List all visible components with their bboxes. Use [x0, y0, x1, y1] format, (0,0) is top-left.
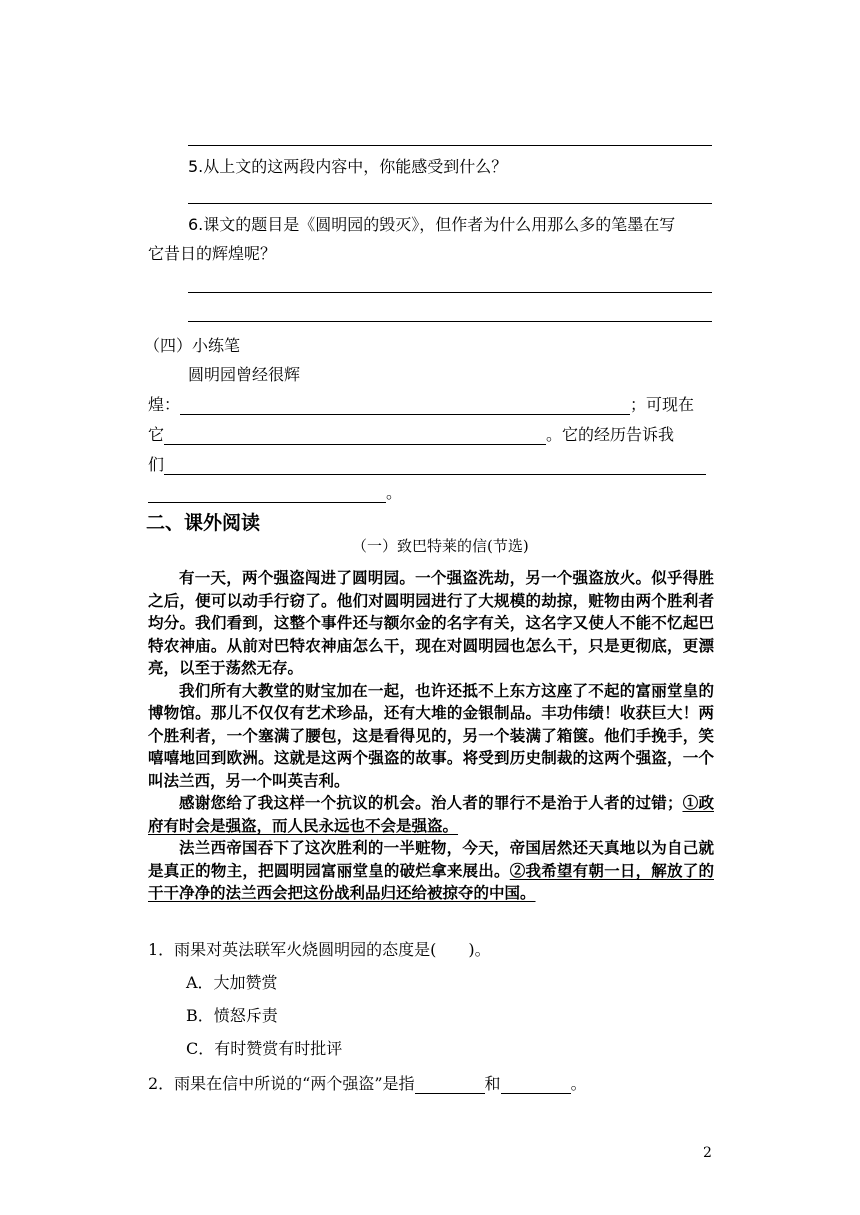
question-2-suffix: 。	[570, 1074, 587, 1093]
question-6-line1: 6.课文的题目是《圆明园的毁灭》，但作者为什么用那么多的笔墨在写	[188, 215, 676, 234]
underlined-sentence-1: ①政府有时会是强盗，而人民永远也不会是强盗。	[148, 793, 714, 835]
question-1: 1．雨果对英法联军火烧圆明园的态度是( )。	[148, 940, 491, 959]
question-2-mid: 和	[484, 1074, 501, 1093]
question-6-line2: 它昔日的辉煌呢？	[148, 244, 277, 263]
practice-seg3-prefix: 们	[148, 455, 165, 474]
reading-passage	[148, 567, 714, 905]
question-1-option-a: A．大加赞赏	[186, 973, 278, 992]
fill-blank[interactable]	[180, 396, 630, 415]
answer-line	[188, 321, 712, 322]
passage-paragraph-3	[148, 792, 714, 837]
practice-line-3	[148, 455, 706, 475]
page-number: 2	[703, 1145, 712, 1161]
passage-p4-text: 法兰西帝国吞下了这次胜利的一半赃物，今天，帝国居然还天真地以为自己就是真正的物主，把圆明园富丽堂皇的破烂拿来展出。	[148, 838, 714, 880]
passage-p3-text: 感谢您给了我这样一个抗议的机会。治人者的罪行不是治于人者的过错；	[179, 793, 683, 812]
question-1-option-c: C．有时赞赏有时批评	[186, 1039, 343, 1058]
answer-line	[188, 145, 712, 146]
passage-paragraph-1: 有一天，两个强盗闯进了圆明园。一个强盗洗劫，另一个强盗放火。似乎得胜之后，便可以动手行窃了。他们对圆明园进行了大规模的劫掠，赃物由两个胜利者均分。我们看到，这整个事件还与额尔金的名字有关，这名字又使人不能不忆起巴特农神庙。从前对巴特农神庙怎么干，现在对圆明园也怎么干，只是更彻底，更漂亮，以至于荡然无存。	[148, 568, 714, 677]
section-2-title: 二、课外阅读	[146, 512, 261, 534]
fill-blank[interactable]	[501, 1075, 571, 1094]
question-2-prefix: 2．雨果在信中所说的“两个强盗”是指	[148, 1074, 415, 1093]
question-2	[148, 1074, 587, 1094]
fill-blank[interactable]	[164, 456, 706, 475]
fill-blank[interactable]	[415, 1075, 485, 1094]
answer-line	[188, 292, 712, 293]
answer-line	[188, 203, 712, 204]
practice-line-4	[148, 483, 402, 503]
passage-paragraph-2: 我们所有大教堂的财宝加在一起，也许还抵不上东方这座了不起的富丽堂皇的博物馆。那儿不仅仅有艺术珍品，还有大堆的金银制品。丰功伟绩！收获巨大！两个胜利者，一个塞满了腰包，这是看得见的，另一个装满了箱箧。他们手挽手，笑嘻嘻地回到欧洲。这就是这两个强盗的故事。将受到历史制裁的这两个强盗，一个叫法兰西，另一个叫英吉利。	[148, 680, 714, 790]
question-1-option-b: B．愤怒斥责	[186, 1006, 278, 1025]
passage-paragraph-4	[148, 837, 714, 905]
practice-seg4-suffix: 。	[386, 483, 403, 502]
fill-blank[interactable]	[164, 426, 546, 445]
practice-seg2-suffix: 。它的经历告诉我	[546, 425, 675, 444]
practice-line-1	[148, 395, 694, 415]
question-5: 5.从上文的这两段内容中，你能感受到什么？	[188, 157, 508, 176]
underlined-sentence-2: ②我希望有朝一日，解放了的干干净净的法兰西会把这份战利品归还给被掠夺的中国。	[148, 860, 714, 902]
practice-seg1-suffix: ；可现在	[630, 395, 695, 414]
fill-blank[interactable]	[148, 484, 386, 503]
practice-title: （四）小练笔	[144, 336, 241, 355]
practice-line-2	[148, 425, 674, 445]
practice-seg1-prefix: 煌：	[148, 395, 181, 414]
practice-seg2-prefix: 它	[148, 425, 165, 444]
section-2-subtitle: （一）致巴特莱的信(节选)	[352, 537, 529, 555]
practice-prompt: 圆明园曾经很辉	[188, 365, 301, 384]
